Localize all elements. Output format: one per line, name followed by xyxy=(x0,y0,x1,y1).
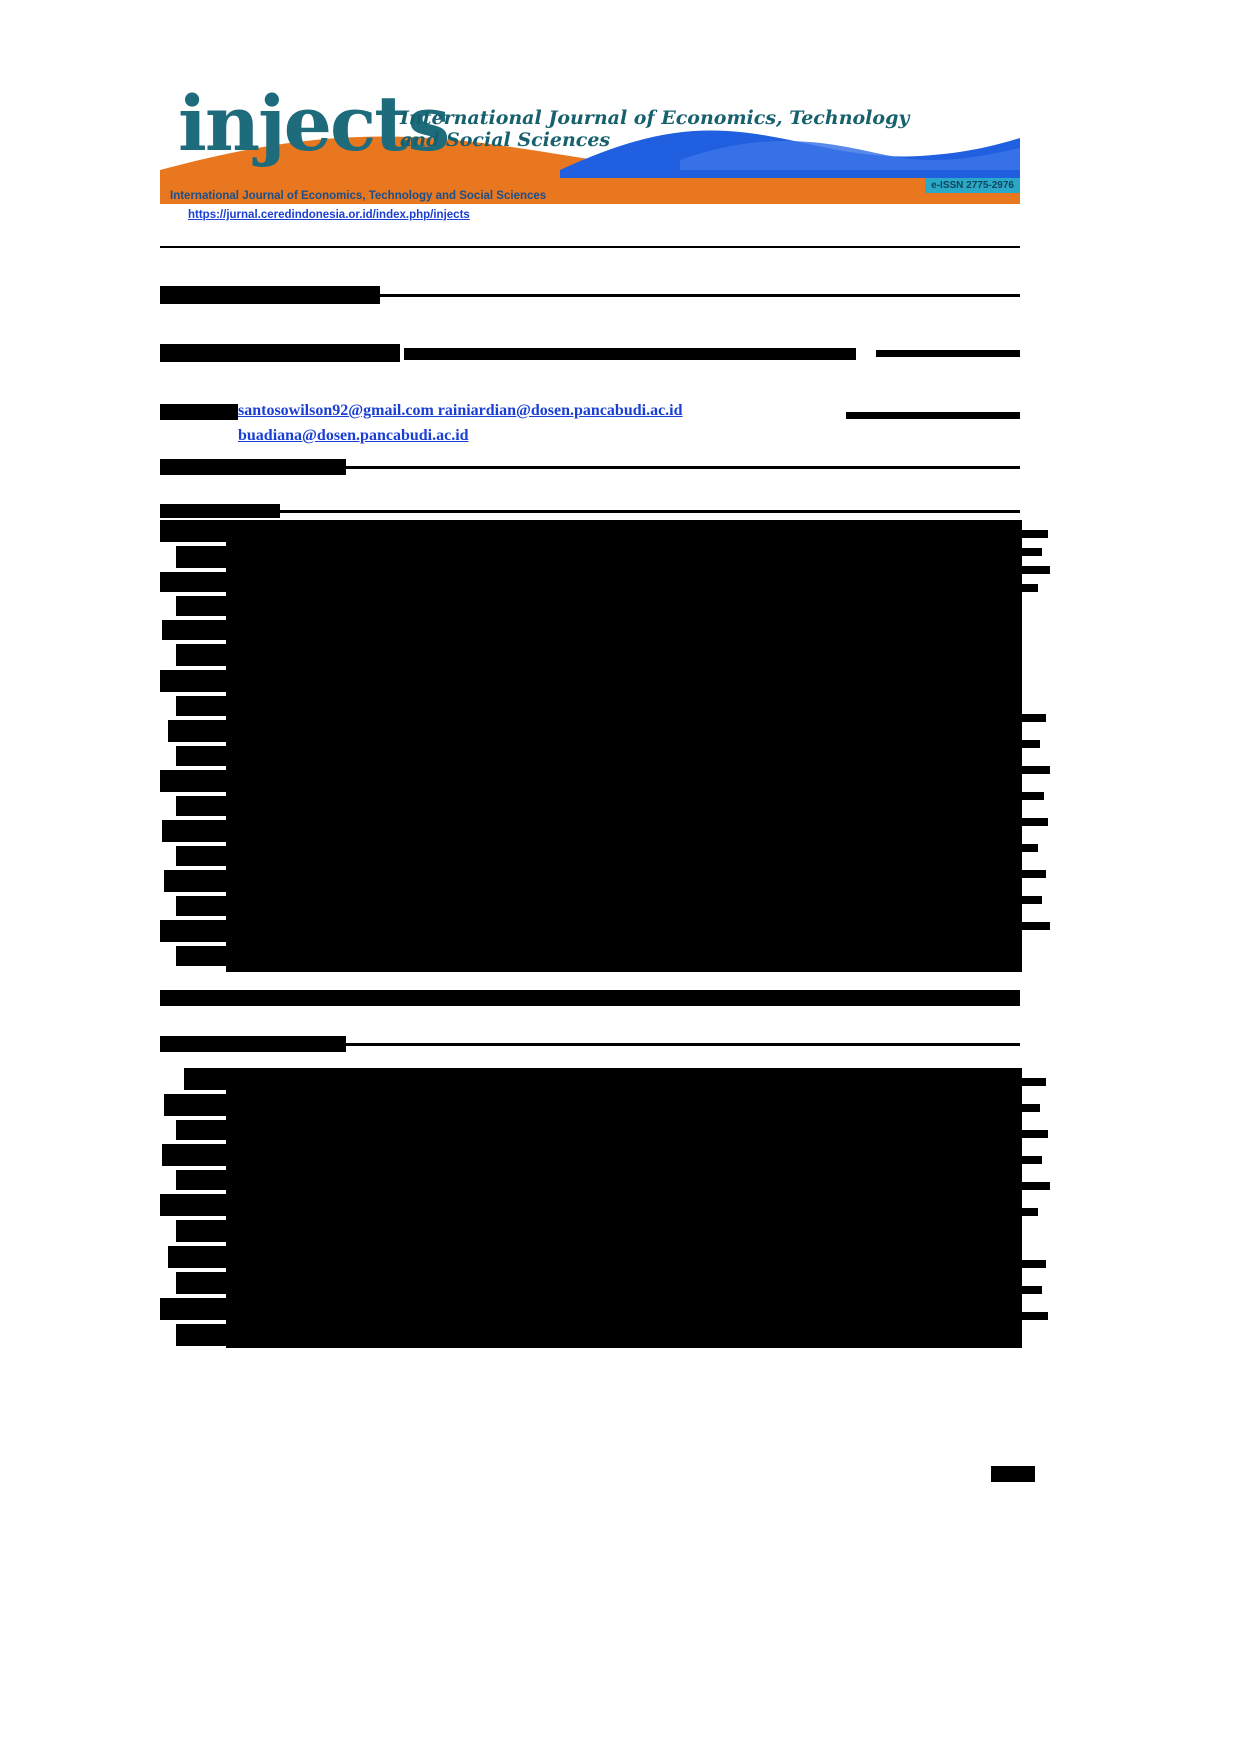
author-emails-line-1[interactable]: santosowilson92@gmail.com rainiardian@dosen.pancabudi.ac.id xyxy=(238,402,683,419)
abstract-heading xyxy=(160,459,346,475)
author-emails-line-2[interactable]: buadiana@dosen.pancabudi.ac.id xyxy=(238,427,469,444)
author-label xyxy=(160,404,238,420)
abstract-line-left-16 xyxy=(176,896,232,916)
body-line-right-1 xyxy=(1020,1078,1046,1086)
abstract-line-right-9 xyxy=(1020,818,1048,826)
abstract-line-left-8 xyxy=(176,696,228,716)
abstract-line-right-4 xyxy=(1020,584,1038,592)
body-line-right-3 xyxy=(1020,1130,1048,1138)
body-line-left-7 xyxy=(176,1220,286,1242)
abstract-line-left-17 xyxy=(160,920,234,942)
body-line-left-9 xyxy=(176,1272,236,1294)
body-line-right-9 xyxy=(1020,1312,1048,1320)
abstract-heading-rule xyxy=(346,466,1020,469)
abstract-line-right-7 xyxy=(1020,766,1050,774)
abstract-line-right-6 xyxy=(1020,740,1040,748)
article-title-line-1 xyxy=(160,286,380,304)
abstract-line-right-3 xyxy=(1020,566,1050,574)
abstract-line-left-13 xyxy=(162,820,232,842)
abstract-label xyxy=(160,504,280,518)
abstract-line-right-1 xyxy=(1020,530,1048,538)
abstract-line-left-6 xyxy=(176,644,236,666)
body-line-right-5 xyxy=(1020,1182,1050,1190)
article-title-rule xyxy=(380,294,1020,297)
introduction-heading-rule xyxy=(346,1043,1020,1046)
issn-badge: e-ISSN 2775-2976 xyxy=(925,178,1020,193)
abstract-line-left-1 xyxy=(160,520,230,542)
abstract-line-left-18 xyxy=(176,946,230,966)
abstract-line-left-9 xyxy=(168,720,230,742)
abstract-line-left-15 xyxy=(164,870,232,892)
author-names-line xyxy=(160,344,400,362)
body-line-right-2 xyxy=(1020,1104,1040,1112)
author-meta-right xyxy=(846,412,1020,419)
author-affiliation-line-right xyxy=(876,350,1020,357)
body-line-left-8 xyxy=(168,1246,232,1268)
introduction-heading xyxy=(160,1036,346,1052)
abstract-line-right-13 xyxy=(1020,922,1050,930)
abstract-body-mass xyxy=(226,520,1022,972)
abstract-line-right-8 xyxy=(1020,792,1044,800)
body-line-left-3 xyxy=(176,1120,234,1140)
abstract-line-left-12 xyxy=(176,796,234,816)
page-number xyxy=(991,1466,1035,1482)
body-line-left-5 xyxy=(176,1170,232,1190)
body-line-left-2 xyxy=(164,1094,234,1116)
abstract-line-right-5 xyxy=(1020,714,1046,722)
masthead-subtitle: International Journal of Economics, Technology and Social Sciences xyxy=(170,190,547,202)
abstract-label-rule xyxy=(280,510,1020,513)
abstract-line-right-10 xyxy=(1020,844,1038,852)
keywords-line xyxy=(160,990,1020,1006)
abstract-line-left-10 xyxy=(176,746,232,766)
abstract-line-left-7 xyxy=(160,670,236,692)
body-line-right-6 xyxy=(1020,1208,1038,1216)
abstract-line-left-14 xyxy=(176,846,234,866)
body-line-right-8 xyxy=(1020,1286,1042,1294)
abstract-line-left-3 xyxy=(160,572,236,592)
journal-title: International Journal of Economics, Technology and Social Sciences xyxy=(400,107,910,151)
abstract-line-left-11 xyxy=(160,770,232,792)
abstract-line-right-12 xyxy=(1020,896,1042,904)
body-paragraph-mass xyxy=(226,1068,1022,1348)
journal-url-link[interactable]: https://jurnal.ceredindonesia.or.id/index.php/injects xyxy=(188,209,470,221)
journal-masthead xyxy=(160,78,1020,228)
body-line-right-7 xyxy=(1020,1260,1046,1268)
header-divider xyxy=(160,246,1020,248)
body-line-left-11 xyxy=(176,1324,268,1346)
body-line-left-10 xyxy=(160,1298,236,1320)
author-affiliation-line xyxy=(404,348,856,360)
journal-logo: injects xyxy=(178,79,449,168)
body-line-right-4 xyxy=(1020,1156,1042,1164)
abstract-line-right-2 xyxy=(1020,548,1042,556)
body-line-left-6 xyxy=(160,1194,234,1216)
abstract-line-left-2 xyxy=(176,546,236,568)
abstract-line-left-5 xyxy=(162,620,234,640)
body-line-left-4 xyxy=(162,1144,234,1166)
body-line-left-1 xyxy=(184,1068,234,1090)
abstract-line-left-4 xyxy=(176,596,234,616)
abstract-line-right-11 xyxy=(1020,870,1046,878)
